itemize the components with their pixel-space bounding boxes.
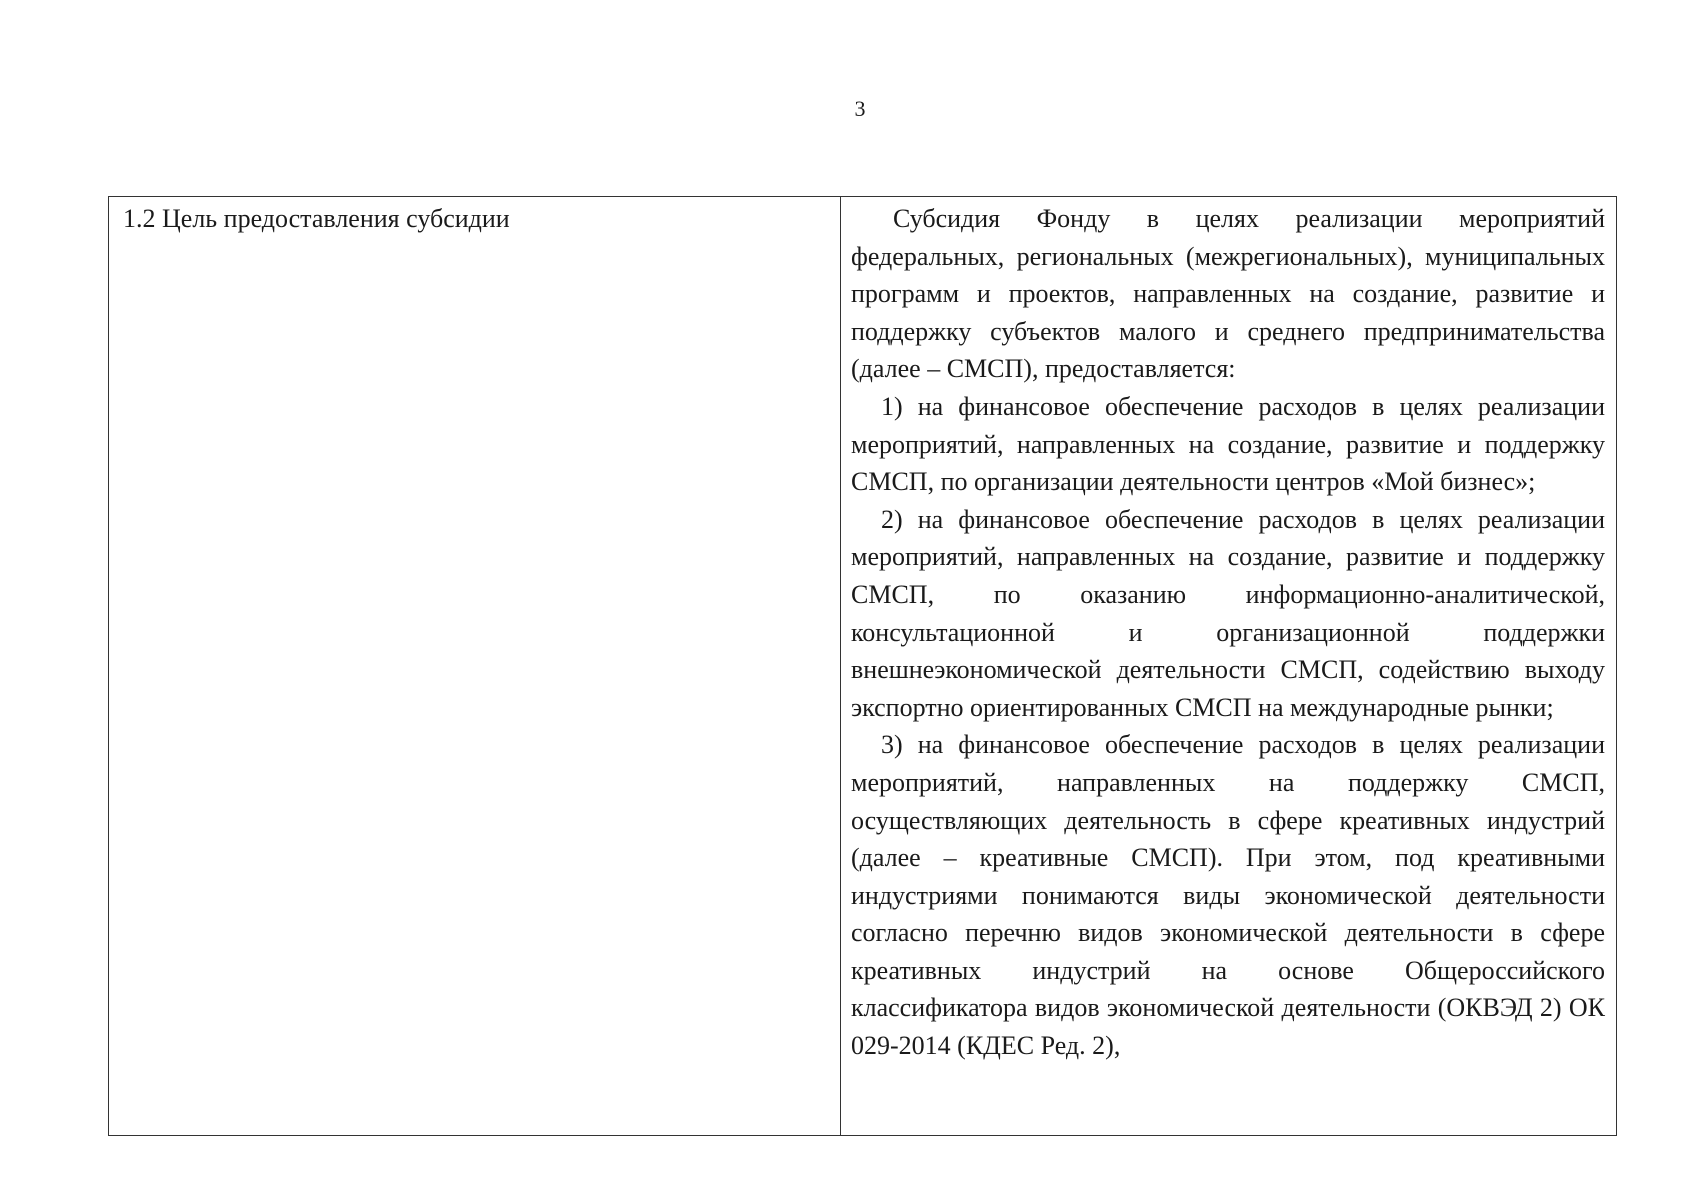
list-item-1: 1) на финансовое обеспечение расходов в целях реализации мероприятий, направленных на создание, развитие и поддержку СМСП, по организации деятельности центров «Мой бизнес»; xyxy=(851,391,1605,497)
page-number: 3 xyxy=(854,96,866,121)
section-label: 1.2 Цель предоставления субсидии xyxy=(123,204,510,233)
section-label-cell xyxy=(109,197,841,1136)
section-content-cell xyxy=(841,197,1617,1136)
intro-paragraph: Субсидия Фонду в целях реализации мероприятий федеральных, региональных (межрегиональных), муниципальных программ и проектов, направленных на создание, развитие и поддержку субъектов малого и среднего предпринимательства (далее – СМСП), предоставляется: xyxy=(851,204,1605,384)
table-row xyxy=(109,197,1617,1136)
subsidy-table xyxy=(108,196,1617,1136)
list-item-2: 2) на финансовое обеспечение расходов в целях реализации мероприятий, направленных на создание, развитие и поддержку СМСП, по оказанию информационно-аналитической, консультационной и организационной поддержки внешнеэкономической деятельности СМСП, содействию выходу экспортно ориентированных СМСП на международные рынки; xyxy=(851,504,1605,722)
list-item-3: 3) на финансовое обеспечение расходов в целях реализации мероприятий, направленных на поддержку СМСП, осуществляющих деятельность в сфере креативных индустрий (далее – креативные СМСП). При этом, под креативными индустриями понимаются виды экономической деятельности согласно перечню видов экономической деятельности в сфере креативных индустрий на основе Общероссийского классификатора видов экономической деятельности (ОКВЭД 2) ОК 029-2014 (КДЕС Ред. 2), xyxy=(851,730,1605,1061)
